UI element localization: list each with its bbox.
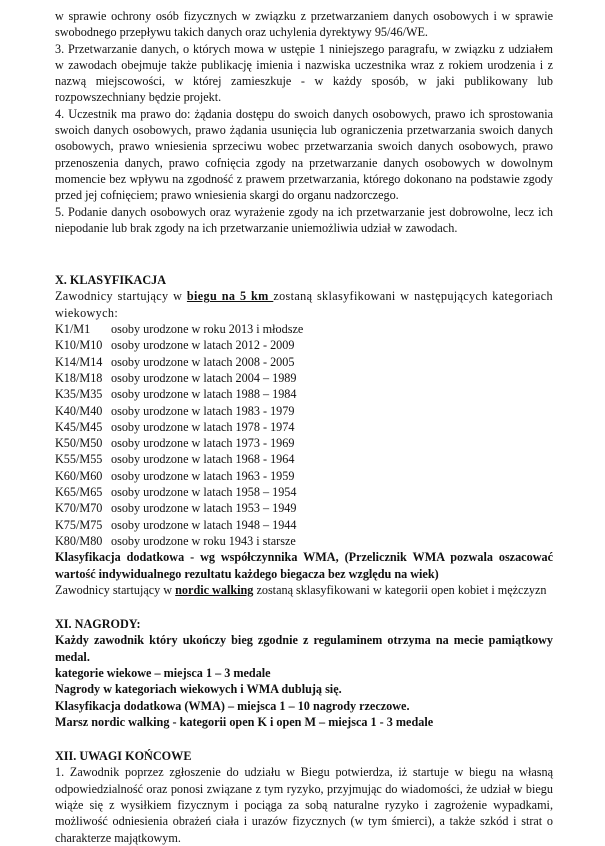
category-row [55,419,553,435]
section-heading-nagrody: XI. NAGRODY: [55,617,141,632]
category-description: osoby urodzone w latach 2012 - 2009 [111,338,295,353]
category-description: osoby urodzone w roku 1943 i starsze [111,533,296,548]
category-row [55,435,553,451]
prize-line: Nagrody w kategoriach wiekowych i WMA dublują się. [55,682,342,697]
category-description: osoby urodzone w latach 2004 – 1989 [111,370,297,385]
section-heading-uwagi: XII. UWAGI KOŃCOWE [55,749,192,764]
extra-classification: Klasyfikacja dodatkowa - wg współczynnika WMA, (Przelicznik WMA pozwala oszacować wartość indywidualnego rezultatu każdego biegacza bez względu na wiek) [55,550,553,581]
category-row [55,386,553,402]
category-row [55,484,553,500]
category-code: K80/M80 [55,533,103,548]
paragraph-3: 3. Przetwarzanie danych, o których mowa w ustępie 1 niniejszego paragrafu, w związku z udziałem w zawodach obejmuje także publikację imienia i nazwiska uczestnika wraz z rokiem urodzenia i z nazwą miejscowości, w której zamieszkuje - w każdy sposób, w jaki publikowany lub rozpowszechniany będzie projekt. [55,41,553,105]
category-description: osoby urodzone w latach 1948 – 1944 [111,517,297,532]
category-description: osoby urodzone w latach 1988 – 1984 [111,387,297,402]
category-code: K45/M45 [55,419,103,434]
category-code: K75/M75 [55,517,103,532]
prize-line: Klasyfikacja dodatkowa (WMA) – miejsca 1 – 10 nagrody rzeczowe. [55,698,410,713]
category-code: K55/M55 [55,452,103,467]
category-code: K14/M14 [55,354,103,369]
category-code: K70/M70 [55,501,103,516]
category-code: K18/M18 [55,370,103,385]
category-description: osoby urodzone w latach 1978 - 1974 [111,419,295,434]
category-row [55,500,553,516]
category-description: osoby urodzone w latach 1983 - 1979 [111,403,295,418]
paragraph-5: 5. Podanie danych osobowych oraz wyrażenie zgody na ich przetwarzanie jest dobrowolne, lecz ich niepodanie lub brak zgody na ich przetwarzanie uniemożliwia udział w zawodach. [55,204,553,235]
intro-continuation: w sprawie ochrony osób fizycznych w związku z przetwarzaniem danych osobowych i w sprawie swobodnego przepływu takich danych oraz uchylenia dyrektywy 95/46/WE. [55,9,553,40]
category-list [55,321,553,549]
nordic-classification: Zawodnicy startujący w nordic walking zostaną sklasyfikowani w kategorii open kobiet i mężczyzn [55,582,547,597]
category-row [55,370,553,386]
klasyfikacja-lead: Zawodnicy startujący w biegu na 5 km zostaną sklasyfikowani w następujących kategoriach wiekowych: [55,289,553,320]
section-heading-klasyfikacja: X. KLASYFIKACJA [55,273,167,288]
uwagi-paragraph-1: 1. Zawodnik poprzez zgłoszenie do udziału w Biegu potwierdza, iż startuje w biegu na własną odpowiedzialność oraz ponosi związane z tym ryzyko, przyjmując do wiadomości, że udział w biegu wiąże się z wysiłkiem fizycznym i pociąga za sobą naturalne ryzyko i zagrożenie wypadkami, możliwość odniesienia obrażeń ciała i urazów fizycznych (w tym śmierci), a także szkód i strat o charakterze majątkowym. [55,765,553,845]
category-description: osoby urodzone w roku 2013 i młodsze [111,322,304,337]
prize-line: Każdy zawodnik który ukończy bieg zgodnie z regulaminem otrzyma na mecie pamiątkowy medal. [55,633,553,664]
category-description: osoby urodzone w latach 1953 – 1949 [111,501,297,516]
category-row [55,321,553,337]
distance-label: biegu na 5 km [186,289,274,304]
category-description: osoby urodzone w latach 1968 - 1964 [111,452,295,467]
category-code: K50/M50 [55,436,103,451]
prize-line: Marsz nordic walking - kategorii open K i open M – miejsca 1 - 3 medale [55,714,434,729]
category-description: osoby urodzone w latach 1958 – 1954 [111,485,297,500]
category-row [55,337,553,353]
category-description: osoby urodzone w latach 1963 - 1959 [111,468,295,483]
paragraph-4: 4. Uczestnik ma prawo do: żądania dostępu do swoich danych osobowych, prawo ich sprostowania swoich danych osobowych, prawo żądania usunięcia lub ograniczenia przetwarzania swoich danych osobowych, prawo wniesienia sprzeciwu wobec przetwarzania swoich danych osobowych, prawo przenoszenia danych, prawo cofnięcia zgody na przetwarzanie danych osobowych w dowolnym momencie bez wpływu na zgodność z prawem przetwarzania, którego dokonano na podstawie zgody przed jej cofnięciem; prawo wniesienia skargi do organu nadzorczego. [55,106,553,203]
category-code: K40/M40 [55,403,103,418]
prize-line: kategorie wiekowe – miejsca 1 – 3 medale [55,665,271,680]
category-row [55,403,553,419]
category-row [55,533,553,549]
category-row [55,468,553,484]
category-code: K60/M60 [55,468,103,483]
category-description: osoby urodzone w latach 1973 - 1969 [111,436,295,451]
category-code: K35/M35 [55,387,103,402]
category-description: osoby urodzone w latach 2008 - 2005 [111,354,295,369]
category-row [55,354,553,370]
nordic-walking-label: nordic walking [175,582,254,597]
category-row [55,517,553,533]
category-code: K10/M10 [55,338,103,353]
document-page [55,8,553,846]
category-row [55,451,553,467]
category-code: K1/M1 [55,322,91,337]
category-code: K65/M65 [55,485,103,500]
